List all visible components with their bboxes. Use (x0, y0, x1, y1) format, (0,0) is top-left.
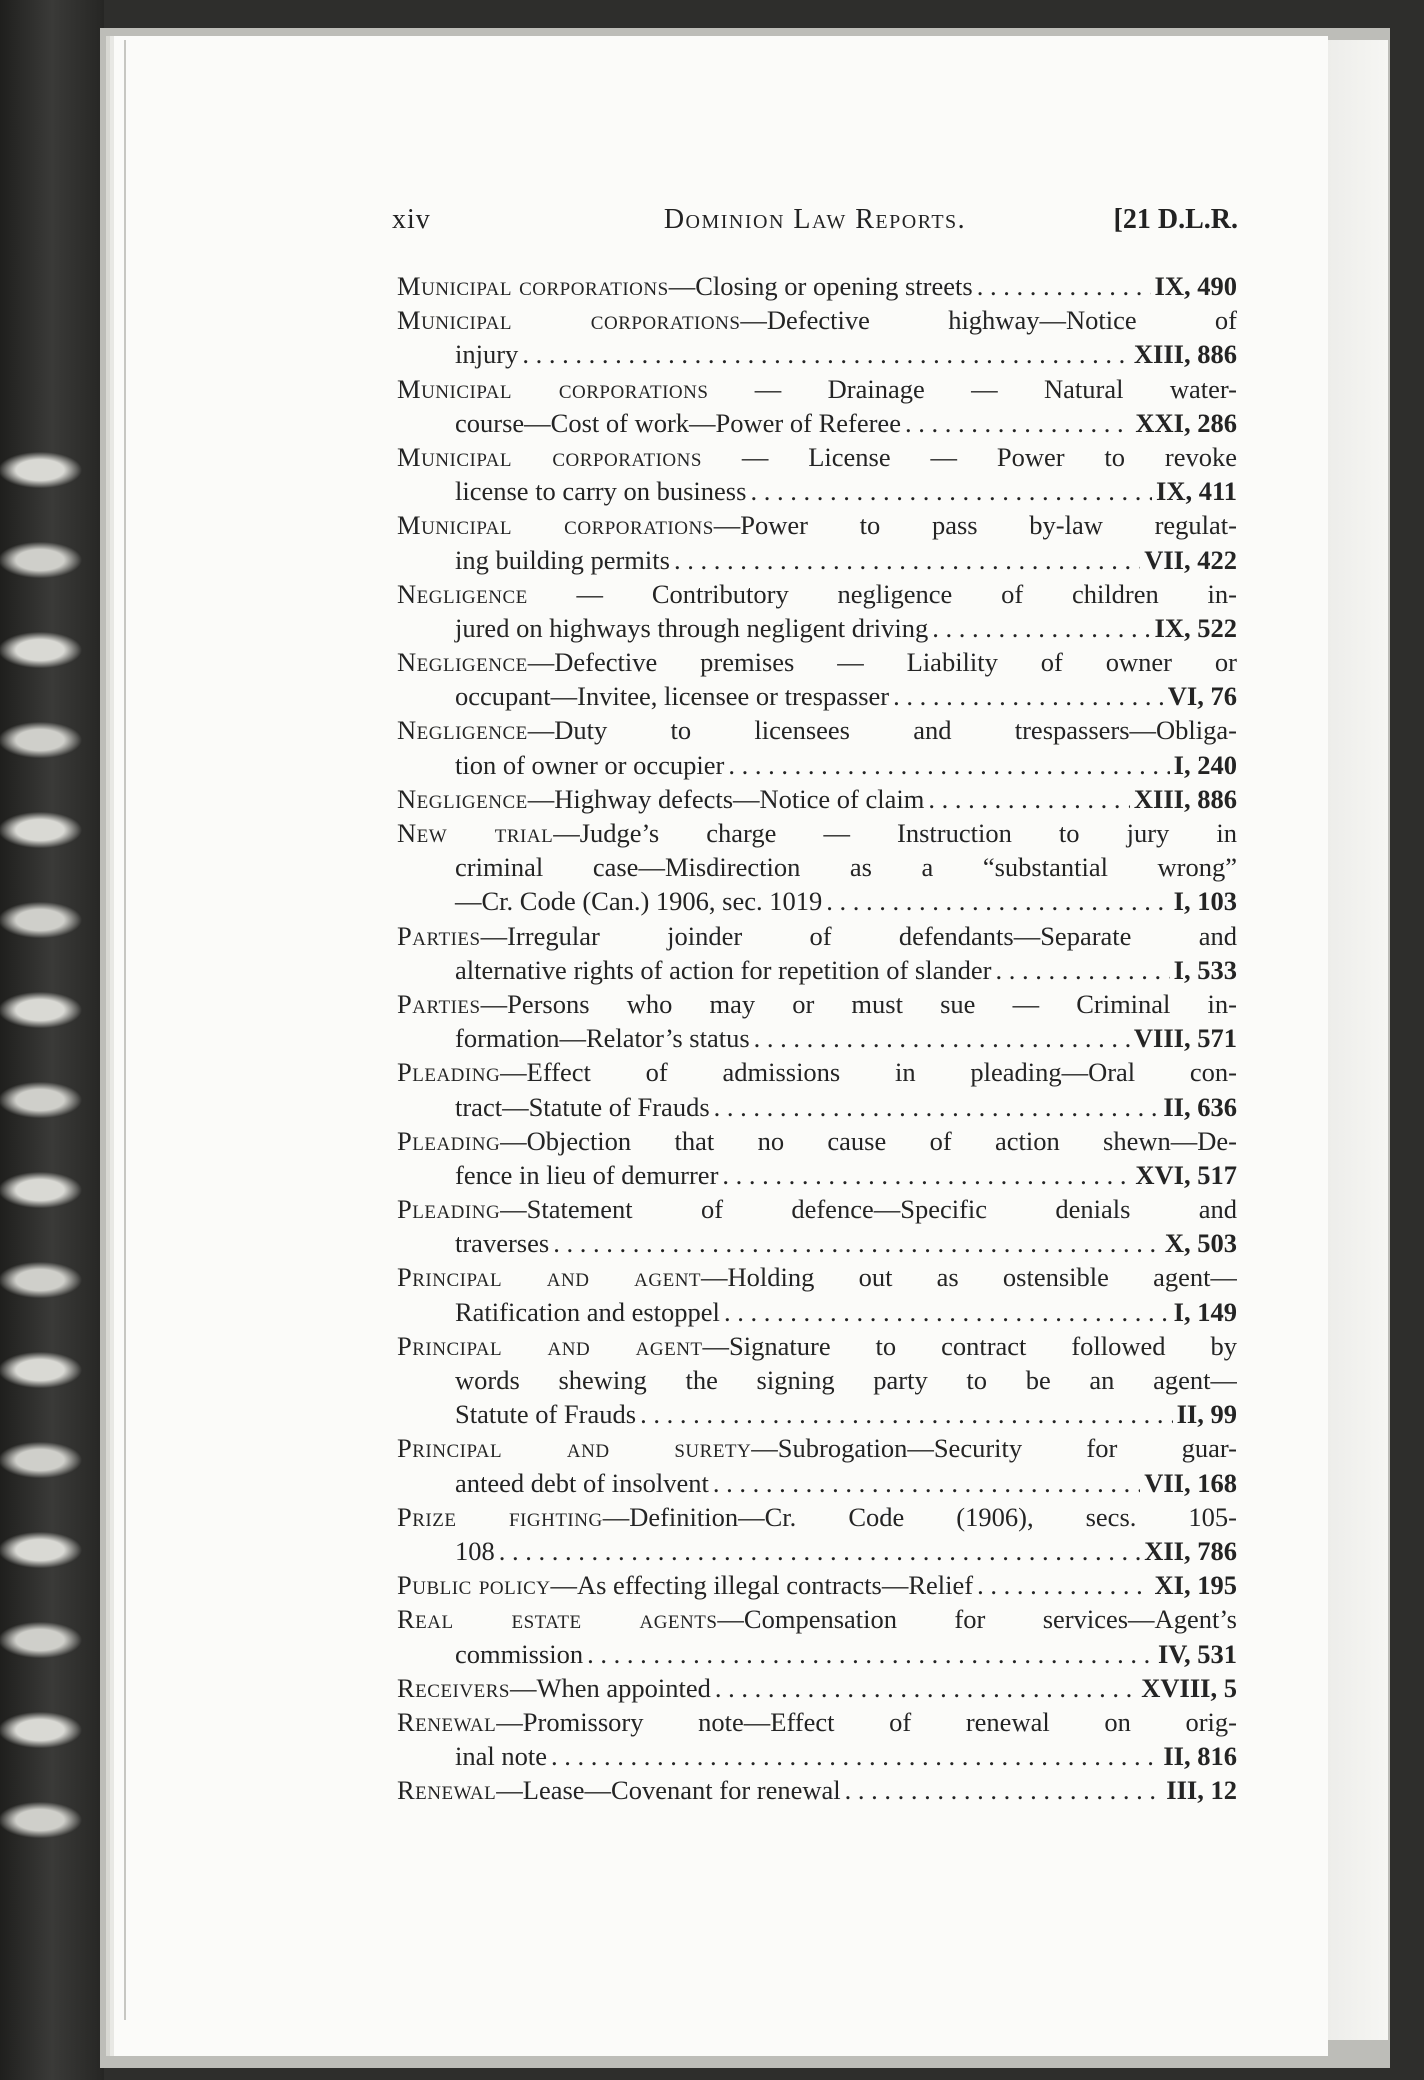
entry-heading: Negligence (397, 783, 528, 814)
entry-line (397, 1466, 1237, 1500)
entry-subject: Ratification and estoppel (455, 1296, 720, 1327)
entry-text (397, 921, 1237, 951)
index-entry (397, 269, 1237, 303)
entry-heading: Negligence (397, 715, 528, 746)
entry-heading: Negligence (397, 578, 528, 609)
volume-page-reference: XIII, 886 (1133, 783, 1237, 814)
entry-subject: license to carry on business (455, 476, 747, 507)
entry-text (397, 1057, 1237, 1087)
dot-leader (722, 1158, 1131, 1192)
dot-leader (845, 1773, 1163, 1807)
entry-subject: course—Cost of work—Power of Referee (455, 407, 901, 438)
entry-line (397, 1431, 1237, 1465)
entry-text (455, 748, 724, 782)
entry-subject: —As effecting illegal contracts—Relief (550, 1570, 974, 1601)
entry-subject: —Subrogation—Security for guar- (751, 1433, 1237, 1464)
entry-subject: —Lease—Covenant for renewal (496, 1775, 841, 1806)
index-entry (397, 782, 1237, 816)
entry-line (397, 611, 1237, 645)
entry-line (397, 919, 1237, 953)
dot-leader (728, 748, 1169, 782)
entry-line (397, 508, 1237, 542)
entry-text (455, 1021, 750, 1055)
entry-line (397, 1705, 1237, 1739)
volume-page-reference: XXI, 286 (1135, 407, 1237, 438)
entry-text (397, 818, 1237, 848)
dot-leader (640, 1397, 1173, 1431)
entry-subject: —Definition—Cr. Code (1906), secs. 105- (602, 1501, 1237, 1532)
dot-leader (715, 1671, 1137, 1705)
entry-subject: —Defective premises — Liability of owner or (527, 647, 1237, 678)
entry-line (397, 1260, 1237, 1294)
entry-subject: 108 (455, 1535, 495, 1566)
entry-text (455, 953, 991, 987)
entry-subject: — License — Power to revoke (701, 441, 1237, 472)
entry-subject: —Signature to contract followed by (702, 1330, 1237, 1361)
entry-text (455, 884, 822, 918)
entry-line (397, 1329, 1237, 1363)
entry-text (455, 1295, 720, 1329)
dot-leader (551, 1739, 1159, 1773)
page-margin-line (124, 40, 126, 2020)
dot-leader (714, 1090, 1160, 1124)
entry-heading: Pleading (397, 1194, 501, 1225)
page-number: xiv (392, 204, 431, 235)
entry-text (397, 1126, 1237, 1156)
entry-heading: Pleading (397, 1057, 501, 1088)
entry-subject: tion of owner or occupier (455, 749, 725, 780)
entry-text (397, 715, 1237, 745)
volume-page-reference: I, 240 (1173, 749, 1237, 780)
index-entry (397, 645, 1237, 713)
index-entry (397, 1260, 1237, 1328)
entry-text (455, 1090, 710, 1124)
entry-subject: —Closing or opening streets (668, 271, 973, 301)
entry-line (397, 1158, 1237, 1192)
index-entry (397, 1500, 1237, 1568)
entry-line (397, 850, 1237, 884)
entry-line (397, 406, 1237, 440)
entry-line (397, 269, 1237, 303)
entry-line (397, 1739, 1237, 1773)
entry-heading: Municipal corporations (397, 510, 714, 541)
entry-text (397, 1194, 1237, 1224)
entry-line (397, 1192, 1237, 1226)
entry-subject: anteed debt of insolvent (455, 1467, 709, 1498)
entry-text (397, 1331, 1237, 1361)
entry-subject: —Defective highway—Notice of (740, 305, 1237, 336)
entry-line (397, 953, 1237, 987)
entry-subject: —Effect of admissions in pleading—Oral con- (500, 1057, 1237, 1088)
entry-text (397, 1671, 711, 1705)
index-entry (397, 1192, 1237, 1260)
entry-heading: New trial (397, 818, 554, 848)
entry-subject: —Cr. Code (Can.) 1906, sec. 1019 (455, 886, 823, 917)
entry-heading: Municipal corporations (397, 305, 741, 336)
entry-text (397, 305, 1237, 335)
entry-subject: —Holding out as ostensible agent— (701, 1262, 1237, 1293)
volume-page-reference: XVI, 517 (1135, 1159, 1237, 1190)
entry-text (397, 1707, 1237, 1737)
volume-page-reference: IX, 411 (1156, 476, 1237, 507)
dot-leader (522, 337, 1130, 371)
entry-line (397, 1671, 1237, 1705)
entry-line (397, 440, 1237, 474)
entry-line (397, 782, 1237, 816)
entry-heading: Negligence (397, 647, 528, 678)
entry-subject: criminal case—Misdirection as a “substantial wrong” (455, 852, 1237, 883)
entry-line (397, 1226, 1237, 1260)
dot-leader (977, 1568, 1150, 1602)
index-entry (397, 1671, 1237, 1705)
running-header (392, 204, 1238, 244)
entry-heading: Municipal corporations (397, 441, 702, 472)
entry-subject: —Statement of defence—Specific denials and (500, 1194, 1237, 1225)
index-entry (397, 1124, 1237, 1192)
index-entry (397, 577, 1237, 645)
entry-subject: —Objection that no cause of action shewn—De- (500, 1125, 1237, 1156)
entry-text (397, 782, 924, 816)
volume-page-reference: I, 533 (1173, 954, 1237, 985)
entry-line (397, 748, 1237, 782)
entry-text (397, 1568, 973, 1602)
entry-line (397, 543, 1237, 577)
volume-page-reference: IV, 531 (1157, 1638, 1237, 1669)
entry-subject: alternative rights of action for repetition of slander (455, 954, 992, 985)
entry-heading: Municipal corporations (397, 373, 709, 404)
entry-text (397, 510, 1237, 540)
dot-leader (754, 1021, 1130, 1055)
entry-subject: fence in lieu of demurrer (455, 1159, 719, 1190)
entry-subject: —Promissory note—Effect of renewal on orig- (496, 1706, 1237, 1737)
entry-line (397, 474, 1237, 508)
volume-page-reference: XI, 195 (1154, 1570, 1237, 1601)
entry-text (397, 579, 1237, 609)
index-entry (397, 1602, 1237, 1670)
index-entry (397, 919, 1237, 987)
entry-subject: traverses (455, 1228, 550, 1259)
volume-page-reference: VI, 76 (1167, 681, 1237, 712)
book-binding (0, 0, 104, 2080)
entry-subject: inal note (455, 1741, 547, 1772)
entry-text (455, 1466, 709, 1500)
index-entry (397, 1705, 1237, 1773)
index-entry (397, 987, 1237, 1055)
entry-line (397, 645, 1237, 679)
entry-line (397, 1773, 1237, 1807)
entry-line (397, 303, 1237, 337)
entry-text (397, 1773, 841, 1807)
running-title: Dominion Law Reports. (663, 204, 967, 235)
volume-page-reference: I, 149 (1173, 1296, 1237, 1327)
volume-page-reference: II, 636 (1163, 1091, 1237, 1122)
index-entry (397, 816, 1237, 919)
entry-line (397, 1534, 1237, 1568)
entry-heading: Prize fighting (397, 1501, 603, 1532)
entry-line (397, 1637, 1237, 1671)
entry-subject: tract—Statute of Frauds (455, 1091, 710, 1122)
dot-leader (826, 884, 1169, 918)
entry-subject: jured on highways through negligent driving (455, 612, 929, 643)
entry-line (397, 372, 1237, 406)
entry-subject: ing building permits (455, 544, 670, 575)
entry-heading: Parties (397, 920, 481, 951)
index-entry (397, 372, 1237, 440)
index-entry (397, 713, 1237, 781)
dot-leader (928, 782, 1130, 816)
dot-leader (750, 474, 1152, 508)
entry-heading: Renewal (397, 1775, 497, 1806)
entry-heading: Principal and surety (397, 1433, 752, 1464)
entry-text (455, 852, 1237, 882)
entry-subject: —Judge’s charge — Instruction to jury in (553, 818, 1237, 848)
dot-leader (587, 1637, 1154, 1671)
entry-text (397, 1433, 1237, 1463)
volume-page-reference: II, 816 (1163, 1741, 1237, 1772)
entry-line (397, 816, 1237, 850)
dot-leader (553, 1226, 1161, 1260)
dot-leader (499, 1534, 1140, 1568)
index-entry (397, 508, 1237, 576)
entry-subject: commission (455, 1638, 584, 1669)
entry-heading: Real estate agents (397, 1604, 718, 1635)
entry-text (455, 406, 901, 440)
volume-page-reference: VII, 168 (1144, 1467, 1237, 1498)
entry-subject: formation—Relator’s status (455, 1023, 750, 1054)
entry-text (455, 1397, 636, 1431)
entry-text (397, 1502, 1237, 1532)
entry-text (455, 474, 746, 508)
entry-text (455, 1365, 1237, 1395)
index-entry (397, 440, 1237, 508)
volume-page-reference: IX, 522 (1154, 612, 1237, 643)
entry-text (455, 1534, 495, 1568)
entry-text (455, 337, 518, 371)
entry-text (455, 1739, 547, 1773)
entry-subject: —Power to pass by-law regulat- (713, 510, 1237, 541)
entry-text (455, 679, 889, 713)
entry-line (397, 713, 1237, 747)
entry-text (455, 1637, 583, 1671)
dot-leader (932, 611, 1150, 645)
entry-text (455, 1158, 718, 1192)
entry-text (397, 269, 973, 303)
index-entry (397, 303, 1237, 371)
facing-page-edge (1328, 40, 1388, 2040)
index-entry (397, 1773, 1237, 1807)
entry-line (397, 1124, 1237, 1158)
entry-heading: Pleading (397, 1125, 501, 1156)
volume-page-reference: IX, 490 (1154, 271, 1237, 301)
entry-text (397, 1604, 1237, 1634)
entry-line (397, 987, 1237, 1021)
entry-text (397, 989, 1237, 1019)
volume-page-reference: VIII, 571 (1133, 1023, 1237, 1054)
entry-line (397, 884, 1237, 918)
dot-leader (674, 543, 1140, 577)
entry-line (397, 1090, 1237, 1124)
entry-heading: Receivers (397, 1672, 510, 1703)
entry-line (397, 1295, 1237, 1329)
entry-text (455, 543, 670, 577)
index-entry (397, 1329, 1237, 1432)
entry-subject: —Persons who may or must sue — Criminal in- (480, 988, 1237, 1019)
entry-heading: Municipal corporations (397, 271, 669, 301)
index-entries (397, 269, 1237, 1807)
index-entry (397, 1431, 1237, 1499)
entry-text (397, 374, 1237, 404)
volume-reference: [21 D.L.R. (1113, 204, 1238, 235)
entry-subject: Statute of Frauds (455, 1399, 637, 1430)
entry-line (397, 1500, 1237, 1534)
entry-subject: — Drainage — Natural water- (708, 373, 1237, 404)
entry-subject: —Irregular joinder of defendants—Separate and (480, 920, 1237, 951)
volume-page-reference: X, 503 (1164, 1228, 1237, 1259)
entry-text (397, 442, 1237, 472)
index-entry (397, 1568, 1237, 1602)
entry-subject: —Duty to licensees and trespassers—Obliga- (527, 715, 1237, 746)
entry-subject: —Compensation for services—Agent’s (717, 1604, 1237, 1635)
entry-line (397, 337, 1237, 371)
dot-leader (977, 269, 1151, 303)
entry-text (455, 1226, 549, 1260)
entry-text (397, 1262, 1237, 1292)
entry-heading: Renewal (397, 1706, 497, 1737)
entry-heading: Principal and agent (397, 1262, 702, 1293)
entry-line (397, 1602, 1237, 1636)
entry-text (455, 611, 928, 645)
volume-page-reference: I, 103 (1173, 886, 1237, 917)
entry-subject: —Highway defects—Notice of claim (527, 783, 925, 814)
dot-leader (713, 1466, 1140, 1500)
entry-line (397, 1397, 1237, 1431)
entry-line (397, 1568, 1237, 1602)
volume-page-reference: XII, 786 (1144, 1535, 1237, 1566)
entry-subject: words shewing the signing party to be an agent— (455, 1365, 1237, 1395)
volume-page-reference: XVIII, 5 (1141, 1672, 1237, 1703)
dot-leader (724, 1295, 1170, 1329)
entry-heading: Public policy (397, 1570, 551, 1601)
entry-heading: Principal and agent (397, 1330, 703, 1361)
volume-page-reference: III, 12 (1166, 1775, 1237, 1806)
volume-page-reference: XIII, 886 (1133, 339, 1237, 370)
entry-subject: —When appointed (509, 1672, 711, 1703)
entry-subject: — Contributory negligence of children in- (527, 578, 1237, 609)
dot-leader (905, 406, 1131, 440)
entry-line (397, 1363, 1237, 1397)
dot-leader (893, 679, 1164, 713)
entry-line (397, 1055, 1237, 1089)
entry-line (397, 577, 1237, 611)
entry-text (397, 647, 1237, 677)
volume-page-reference: VII, 422 (1144, 544, 1237, 575)
volume-page-reference: II, 99 (1176, 1399, 1237, 1430)
entry-subject: injury (455, 339, 519, 370)
entry-line (397, 679, 1237, 713)
entry-subject: occupant—Invitee, licensee or trespasser (455, 681, 890, 712)
entry-line (397, 1021, 1237, 1055)
entry-heading: Parties (397, 988, 481, 1019)
index-entry (397, 1055, 1237, 1123)
dot-leader (995, 953, 1169, 987)
